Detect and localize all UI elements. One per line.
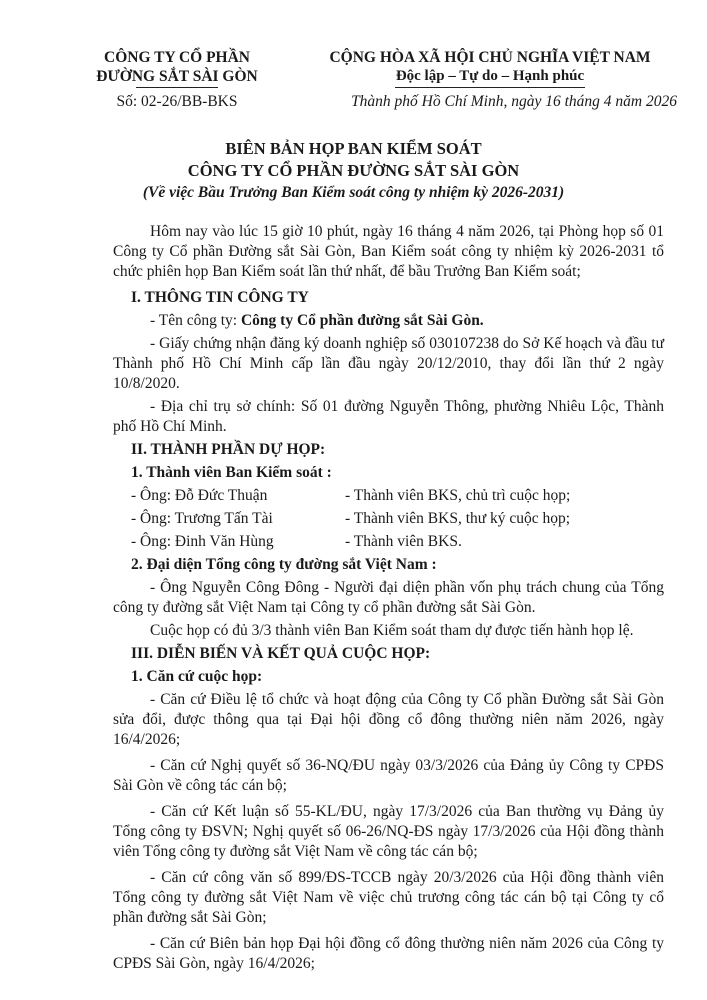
national-header xyxy=(305,48,675,88)
member-role: - Thành viên BKS. xyxy=(345,533,462,550)
supervisory-board-heading: 1. Thành viên Ban Kiểm soát : xyxy=(131,464,332,481)
motto-underline xyxy=(395,87,585,88)
member-name: - Ông: Đinh Văn Hùng xyxy=(131,533,274,550)
company-underline xyxy=(136,87,218,88)
member-row xyxy=(131,509,664,529)
member-row xyxy=(131,486,664,506)
address-paragraph: - Địa chỉ trụ sở chính: Số 01 đường Nguyễn Thông, phường Nhiêu Lộc, Thành phố Hồ Chí Minh. xyxy=(113,398,664,435)
section-1-heading: I. THÔNG TIN CÔNG TY xyxy=(131,289,309,306)
quorum-paragraph: Cuộc họp có đủ 3/3 thành viên Ban Kiểm soát tham dự được tiến hành họp lệ. xyxy=(150,622,634,639)
national-motto: Độc lập – Tự do – Hạnh phúc xyxy=(395,68,585,84)
section-3-heading: III. DIỄN BIẾN VÀ KẾT QUẢ CUỘC HỌP: xyxy=(131,645,431,662)
meeting-basis-heading: 1. Căn cứ cuộc họp: xyxy=(131,668,263,685)
document-body xyxy=(113,222,664,980)
company-line1: CÔNG TY CỔ PHẦN xyxy=(104,49,250,66)
intro-paragraph: Hôm nay vào lúc 15 giờ 10 phút, ngày 16 tháng 4 năm 2026, tại Phòng họp số 01 Công ty Cổ phần Đường sắt Sài Gòn, Ban Kiểm soát công ty nhiệm kỳ 2026-2031 tổ chức phiên họp Ban Kiểm soát lần thứ nhất, để bầu Trưởng Ban Kiểm soát; xyxy=(113,223,664,280)
company-header xyxy=(62,48,292,88)
document-title: BIÊN BẢN HỌP BAN KIỂM SOÁT xyxy=(225,139,482,158)
license-paragraph: - Giấy chứng nhận đăng ký doanh nghiệp số 030107238 do Sở Kế hoạch và đầu tư Thành phố Hồ Chí Minh cấp lần đầu ngày 20/12/2010, thay đổi lần thứ 2 ngày 10/8/2020. xyxy=(113,335,664,392)
basis-paragraph: - Căn cứ Kết luận số 55-KL/ĐU, ngày 17/3/2026 của Ban thường vụ Đảng ủy Tổng công ty ĐSVN; Nghị quyết số 06-26/NQ-ĐS ngày 17/3/2026 của Hội đồng thành viên Tổng công ty đường sắt Việt Nam về công tác cán bộ; xyxy=(113,803,664,860)
member-name: - Ông: Đỗ Đức Thuận xyxy=(131,487,268,504)
corporation-rep-heading: 2. Đại diện Tổng công ty đường sắt Việt Nam : xyxy=(131,556,437,573)
representative-paragraph: - Ông Nguyễn Công Đông - Người đại diện phần vốn phụ trách chung của Tổng công ty đường sắt Việt Nam tại Công ty cổ phần đường sắt Sài Gòn. xyxy=(113,579,664,616)
member-role: - Thành viên BKS, chủ trì cuộc họp; xyxy=(345,487,571,504)
document-number: Số: 02-26/BB-BKS xyxy=(116,93,238,110)
member-role: - Thành viên BKS, thư ký cuộc họp; xyxy=(345,510,571,527)
basis-paragraph: - Căn cứ Biên bản họp Đại hội đồng cổ đông thường niên năm 2026 của Công ty CPĐS Sài Gòn, ngày 16/4/2026; xyxy=(113,935,664,972)
document-subtitle: (Về việc Bầu Trưởng Ban Kiểm soát công ty nhiệm kỳ 2026-2031) xyxy=(142,184,565,201)
company-name-line xyxy=(113,311,664,331)
company-line2: ĐƯỜNG SẮT SÀI GÒN xyxy=(96,68,258,85)
basis-paragraph: - Căn cứ Nghị quyết số 36-NQ/ĐU ngày 03/3/2026 của Đảng ủy Công ty CPĐS Sài Gòn về công tác cán bộ; xyxy=(113,757,664,794)
basis-paragraph: - Căn cứ công văn số 899/ĐS-TCCB ngày 20/3/2026 của Hội đồng thành viên Tổng công ty đường sắt Việt Nam về việc chủ trương công tác cán bộ tại Công ty cổ phần đường sắt Sài Gòn; xyxy=(113,869,664,926)
document-title-company: CÔNG TY CỔ PHẦN ĐƯỜNG SẮT SÀI GÒN xyxy=(187,161,520,180)
place-date: Thành phố Hồ Chí Minh, ngày 16 tháng 4 năm 2026 xyxy=(351,93,677,110)
member-row xyxy=(131,532,664,552)
company-name-value: Công ty Cổ phần đường sắt Sài Gòn. xyxy=(240,312,484,329)
basis-paragraph: - Căn cứ Điều lệ tổ chức và hoạt động của Công ty Cổ phần Đường sắt Sài Gòn sửa đổi, được thông qua tại Đại hội đồng cổ đông thường niên năm 2026, ngày 16/4/2026; xyxy=(113,691,664,748)
company-name-label: - Tên công ty: xyxy=(150,312,241,329)
section-2-heading: II. THÀNH PHẦN DỰ HỌP: xyxy=(131,441,326,458)
nation-title: CỘNG HÒA XÃ HỘI CHỦ NGHĨA VIỆT NAM xyxy=(329,49,651,66)
member-name: - Ông: Trương Tấn Tài xyxy=(131,510,273,527)
